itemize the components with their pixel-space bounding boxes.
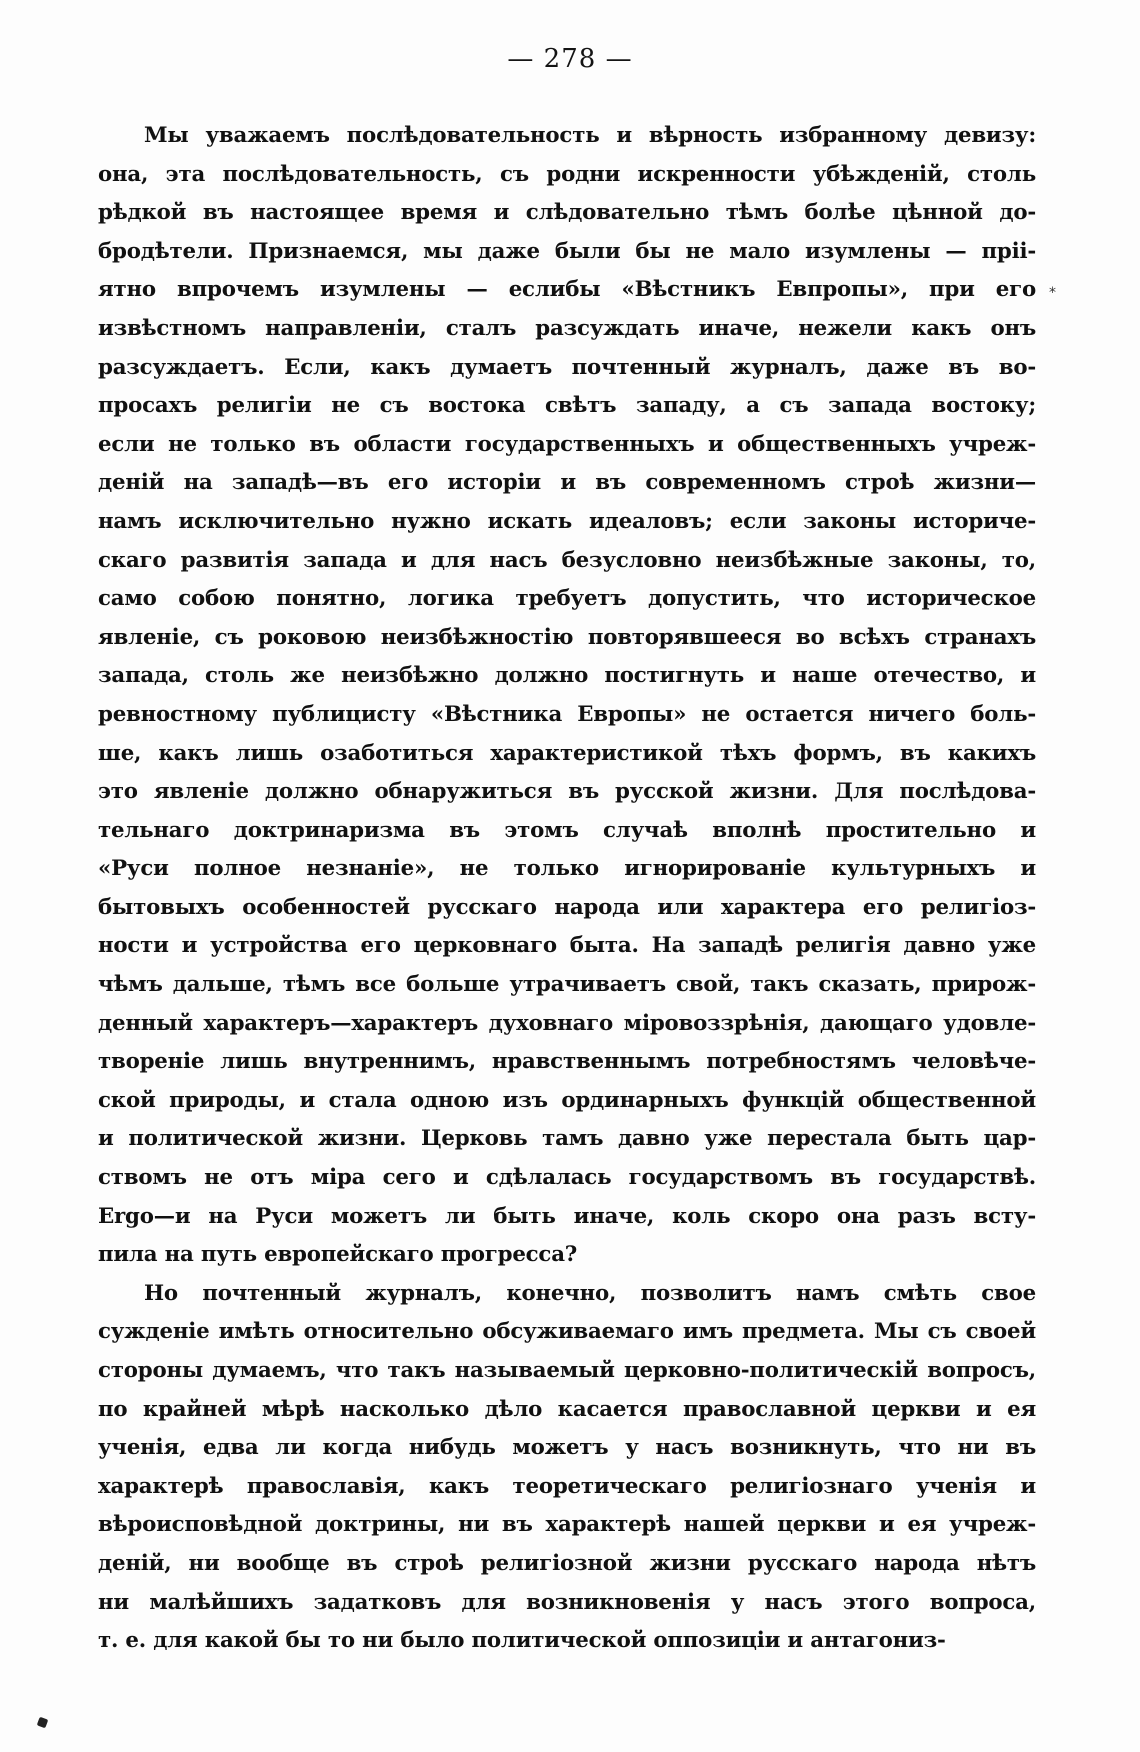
text-line: намъ исключительно нужно искать идеаловъ; если законы историче- — [98, 508, 1036, 534]
text-line: ствомъ не отъ міра сего и сдѣлалась государствомъ въ государствѣ. — [98, 1165, 1036, 1191]
text-line: бродѣтели. Признаемся, мы даже были бы не мало изумлены — пріі- — [98, 238, 1036, 264]
text-line: само собою понятно, логика требуетъ допустить, что историческое — [98, 586, 1036, 612]
text-line: вѣроисповѣдной доктрины, ни въ характерѣ нашей церкви и ея учреж- — [98, 1512, 1036, 1538]
paragraph — [98, 1275, 1036, 1661]
text-line: бытовыхъ особенностей русскаго народа или характера его религіоз- — [98, 894, 1036, 920]
text-line: это явленіе должно обнаружиться въ русской жизни. Для послѣдова- — [98, 779, 1036, 805]
text-line: ше, какъ лишь озаботиться характеристикой тѣхъ формъ, въ какихъ — [98, 740, 1036, 766]
text-line: пила на путь европейскаго прогресса? — [98, 1242, 578, 1268]
text-line: Ergo—и на Руси можетъ ли быть иначе, коль скоро она разъ всту- — [98, 1203, 1036, 1229]
text-line: разсуждаетъ. Если, какъ думаетъ почтенный журналъ, даже въ во- — [98, 354, 1036, 380]
text-line: и политической жизни. Церковь тамъ давно уже перестала быть цар- — [98, 1126, 1036, 1152]
body-text — [98, 117, 1036, 1661]
text-line: если не только въ области государственныхъ и общественныхъ учреж- — [98, 431, 1036, 457]
paragraph — [98, 117, 1036, 1275]
text-line: скаго развитія запада и для насъ безусловно неизбѣжные законы, то, — [98, 547, 1036, 573]
page-number: — 278 — — [507, 44, 633, 74]
text-line: твореніе лишь внутреннимъ, нравственнымъ потребностямъ человѣче- — [98, 1049, 1036, 1075]
text-line: денный характеръ—характеръ духовнаго міровоззрѣнія, дающаго удовле- — [98, 1010, 1036, 1036]
text-line: ревностному публицисту «Вѣстника Европы» не остается ничего боль- — [98, 701, 1036, 727]
text-line: сужденіе имѣть относительно обсуживаемаго имъ предмета. Мы съ своей — [98, 1319, 1036, 1345]
text-line: деній на западѣ—въ его исторіи и въ современномъ строѣ жизни— — [98, 470, 1036, 496]
text-line: извѣстномъ направленіи, сталъ разсуждать иначе, нежели какъ онъ — [98, 315, 1036, 341]
text-line: Но почтенный журналъ, конечно, позволитъ намъ смѣть свое — [144, 1280, 1036, 1306]
text-line: характерѣ православія, какъ теоретическаго религіознаго ученія и — [98, 1473, 1036, 1499]
ink-blot — [37, 1717, 49, 1729]
text-line: чѣмъ дальше, тѣмъ все больше утрачиваетъ свой, такъ сказать, прирож- — [98, 972, 1036, 998]
margin-asterisk: * — [1049, 285, 1056, 301]
text-line: Мы уважаемъ послѣдовательность и вѣрность избранному девизу: — [144, 123, 1036, 148]
text-line: рѣдкой въ настоящее время и слѣдовательно тѣмъ болѣе цѣнной до- — [98, 200, 1036, 226]
text-line: ности и устройства его церковнаго быта. На западѣ религія давно уже — [98, 933, 1036, 959]
text-line: ученія, едва ли когда нибудь можетъ у насъ возникнуть, что ни въ — [98, 1435, 1036, 1461]
text-line: тельнаго доктринаризма въ этомъ случаѣ вполнѣ простительно и — [98, 817, 1036, 843]
text-line: деній, ни вообще въ строѣ религіозной жизни русскаго народа нѣтъ — [98, 1550, 1036, 1576]
text-line: ятно впрочемъ изумлены — еслибы «Вѣстникъ Евпропы», при его — [98, 277, 1036, 303]
text-line: по крайней мѣрѣ насколько дѣло касается православной церкви и ея — [98, 1396, 1036, 1422]
text-line: стороны думаемъ, что такъ называемый церковно-политическій вопросъ, — [98, 1358, 1036, 1383]
text-line: т. е. для какой бы то ни было политической оппозиціи и антагониз- — [98, 1628, 946, 1654]
text-line: запада, столь же неизбѣжно должно постигнуть и наше отечество, и — [98, 663, 1036, 689]
text-line: ской природы, и стала одною изъ ординарныхъ функцій общественной — [98, 1087, 1036, 1113]
text-line: «Руси полное незнаніе», не только игнорированіе культурныхъ и — [98, 856, 1036, 882]
text-line: она, эта послѣдовательность, съ родни искренности убѣжденій, столь — [98, 161, 1036, 187]
text-line: просахъ религіи не съ востока свѣтъ западу, а съ запада востоку; — [98, 393, 1036, 419]
text-line: ни малѣйшихъ задатковъ для возникновенія у насъ этого вопроса, — [98, 1589, 1036, 1615]
text-line: явленіе, съ роковою неизбѣжностію повторявшееся во всѣхъ странахъ — [98, 624, 1036, 650]
